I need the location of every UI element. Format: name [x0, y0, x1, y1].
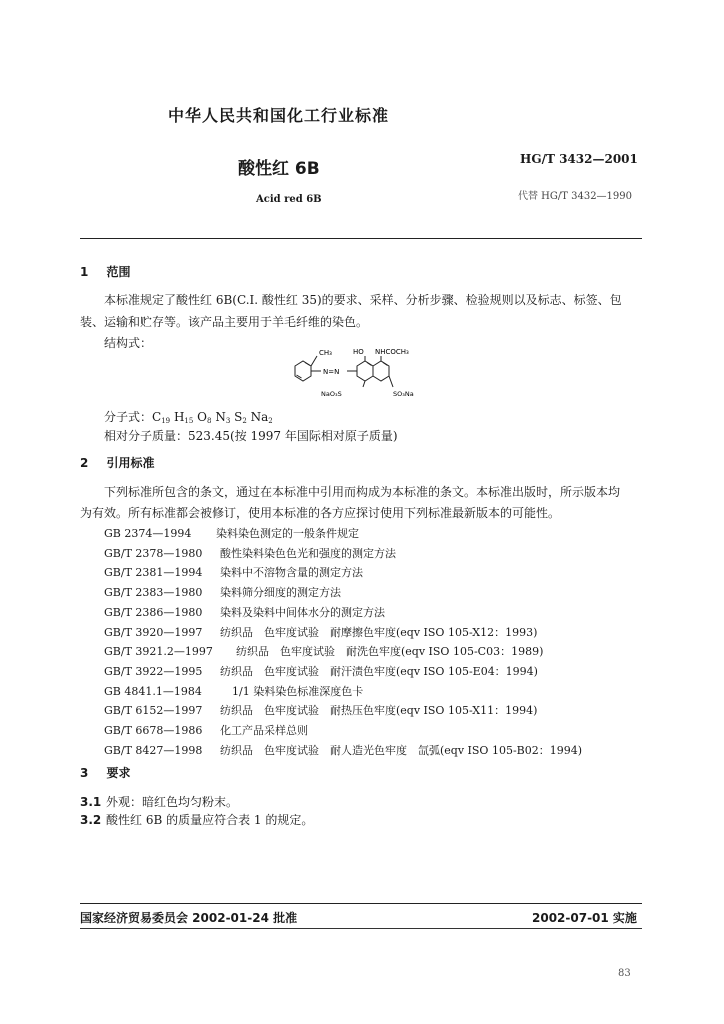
requirement-3-1: 3.1 外观：暗红色均匀粉末。	[80, 795, 239, 809]
approval-line: 国家经济贸易委员会 2002-01-24 批准	[80, 911, 298, 925]
reference-item: GB/T 3920—1997 纺织品 色牢度试验 耐摩擦色牢度(eqv ISO 105-X12：1993)	[104, 625, 538, 639]
naphthalene-ring-left	[357, 361, 373, 381]
section-1-heading	[80, 263, 131, 280]
reference-item: GB/T 3922—1995 纺织品 色牢度试验 耐汗渍色牢度(eqv ISO 105-E04：1994)	[104, 664, 538, 678]
section-3-number: 3	[80, 766, 89, 780]
replaces-standard: 代替 HG/T 3432—1990	[518, 191, 633, 202]
naphthalene-ring-right	[373, 361, 389, 381]
reference-item: GB 4841.1—1984 1/1 染料染色标准深度色卡	[104, 684, 364, 698]
methyl-group: CH₃	[319, 349, 332, 357]
section-2-para-line2: 为有效。所有标准都会被修订，使用本标准的各方应探讨使用下列标准最新版本的可能性。	[80, 506, 561, 520]
hydroxyl-group: HO	[353, 348, 364, 356]
molecular-mass: 相对分子质量：523.45(按 1997 年国际相对原子质量)	[104, 429, 398, 443]
section-3-title: 要求	[106, 766, 131, 780]
acetamido-group: NHCOCH₃	[375, 348, 409, 356]
document-title-en: Acid red 6B	[256, 194, 322, 205]
reference-item: GB/T 8427—1998 纺织品 色牢度试验 耐人造光色牢度 氙弧(eqv ISO 105-B02：1994)	[104, 743, 583, 757]
section-3-heading	[80, 764, 131, 781]
reference-item: GB/T 6152—1997 纺织品 色牢度试验 耐热压色牢度(eqv ISO 105-X11：1994)	[104, 704, 538, 718]
effective-date: 2002-07-01 实施	[532, 911, 637, 925]
azo-group: N=N	[323, 368, 340, 376]
reference-item: GB/T 2383—1980 染料筛分细度的测定方法	[104, 586, 341, 600]
section-2-para-line1: 下列标准所包含的条文，通过在本标准中引用而构成为本标准的条文。本标准出版时，所示版本均	[104, 485, 621, 499]
section-1-para-line1: 本标准规定了酸性红 6B(C.I. 酸性红 35)的要求、采样、分析步骤、检验规则以及标志、标签、包	[104, 293, 622, 307]
section-1-para-line2: 装、运输和贮存等。该产品主要用于羊毛纤维的染色。	[80, 315, 369, 329]
sulfonate-right: SO₃Na	[393, 390, 414, 398]
reference-item: GB/T 2378—1980 酸性染料染色色光和强度的测定方法	[104, 546, 396, 560]
reference-item: GB/T 3921.2—1997 纺织品 色牢度试验 耐洗色牢度(eqv ISO 105-C03：1989)	[104, 645, 544, 659]
section-2-heading	[80, 454, 155, 471]
reference-item: GB/T 2381—1994 染料中不溶物含量的测定方法	[104, 566, 363, 580]
molecular-formula: 分子式：$C_{19}$ $H_{15}$ $O_8$ $N_3$ $S_2$ $Na_2$	[104, 410, 273, 425]
section-2-number: 2	[80, 456, 89, 470]
page-number: 83	[618, 968, 631, 979]
benzene-ring	[295, 361, 311, 381]
requirement-3-2: 3.2 酸性红 6B 的质量应符合表 1 的规定。	[80, 813, 314, 827]
section-2-title: 引用标准	[106, 456, 155, 470]
org-title: 中华人民共和国化工行业标准	[168, 106, 390, 125]
document-title-cn: 酸性红 6B	[238, 159, 320, 179]
standard-code: HG/T 3432—2001	[520, 152, 638, 166]
reference-item: GB/T 2386—1980 染料及染料中间体水分的测定方法	[104, 605, 385, 619]
reference-list	[104, 524, 582, 760]
footer-divider-bottom	[80, 928, 642, 929]
reference-item: GB 2374—1994 染料染色测定的一般条件规定	[104, 527, 359, 540]
section-1-title: 范围	[106, 265, 131, 279]
structural-formula	[285, 342, 445, 404]
header-divider	[80, 238, 642, 239]
footer-divider-top	[80, 903, 642, 904]
reference-item: GB/T 6678—1986 化工产品采样总则	[104, 724, 308, 738]
structure-label: 结构式：	[104, 336, 153, 350]
sulfonate-left: NaO₃S	[321, 390, 342, 398]
section-1-number: 1	[80, 265, 89, 279]
